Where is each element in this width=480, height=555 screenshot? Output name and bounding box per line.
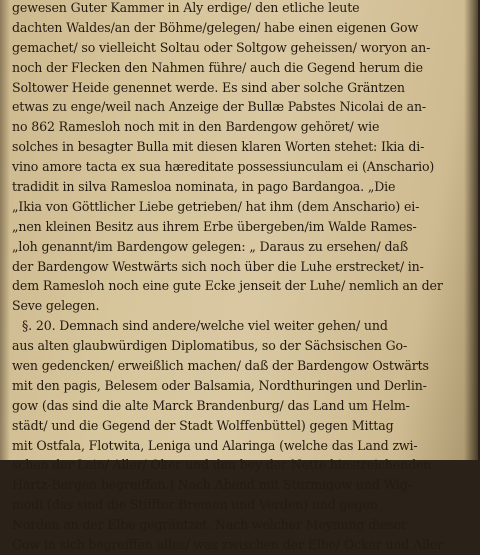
binding-shadow bbox=[0, 0, 10, 460]
page-edge-shadow bbox=[464, 0, 478, 460]
paragraph-heading-line: §. 20. Demnach sind andere/welche viel weiter gehen/ und bbox=[22, 318, 388, 334]
text-line: mit den pagis, Belesem oder Balsamia, Nordthuringen und Derlin- bbox=[12, 377, 427, 393]
text-line: etwas zu enge/weil nach Anzeige der Bullæ Pabstes Nicolai de an- bbox=[12, 99, 427, 115]
text-line: „Ikia von Göttlicher Liebe getrieben/ hat ihm (dem Anschario) ei- bbox=[12, 198, 420, 214]
text-line: Gow in sich begreiffen alles/ was zwischen der Elbe/ Ocker und Aller bbox=[12, 537, 444, 553]
text-line: Norden an der Elbe gegräntzet. Nach welcher Meynung dieser bbox=[12, 517, 407, 533]
text-line: aus alten glaubwürdigen Diplomatibus, so der Sächsischen Go- bbox=[12, 338, 408, 354]
body-text bbox=[12, 0, 480, 555]
text-line: „nen kleinen Besitz aus ihrem Erbe übergeben/im Walde Rames- bbox=[12, 218, 417, 234]
text-line: der Bardengow Westwärts sich noch über die Luhe erstrecket/ in- bbox=[12, 258, 424, 274]
text-line: tradidit in silva Ramesloa nominata, in pago Bardangoa. „Die bbox=[12, 179, 396, 195]
text-line: no 862 Ramesloh noch mit in den Bardengow gehöret/ wie bbox=[12, 119, 380, 135]
text-line: „loh genannt/im Bardengow gelegen: „ Daraus zu ersehen/ daß bbox=[12, 238, 409, 254]
text-line: mit Ostfala, Flotwita, Leniga und Alaringa (welche das Land zwi- bbox=[12, 437, 418, 453]
text-line: vino amore tacta ex sua hæreditate possessiunculam ei (Anschario) bbox=[12, 159, 435, 175]
text-line: gemachet/ so vielleicht Soltau oder Soltgow geheissen/ woryon an- bbox=[12, 39, 431, 55]
text-line: wen gedencken/ erweißlich machen/ daß der Bardengow Ostwärts bbox=[12, 358, 429, 374]
text-line: dachten Waldes/an der Böhme/gelegen/ habe einen eigenen Gow bbox=[12, 19, 419, 35]
text-line: Hartz-Bergen begreiffen.) Nach Abend mit Sturmigow und Wig- bbox=[12, 477, 412, 493]
text-line: noch der Flecken den Nahmen führe/ auch die Gegend herum die bbox=[12, 59, 423, 75]
text-line: städt/ und die Gegend der Stadt Wolffenbüttel) gegen Mittag bbox=[12, 417, 394, 433]
text-line: solches in besagter Bulla mit diesen klaren Worten stehet: Ikia di- bbox=[12, 139, 425, 155]
text-line: gewesen Guter Kammer in Aly erdige/ den etliche leute bbox=[12, 0, 360, 15]
text-line: gow (das sind die alte Marck Brandenburg/ das Land um Helm- bbox=[12, 397, 410, 413]
text-line: Seve gelegen. bbox=[12, 298, 100, 314]
text-line: modi (das sind die Stiffter Bremen und Verden) und gegen bbox=[12, 497, 378, 513]
text-line: dem Ramesloh noch eine gute Ecke jenseit der Luhe/ nemlich an der bbox=[12, 278, 443, 294]
text-line: schen der Lein/ Aller/ Oker und den bey der Nette hinstreichenden bbox=[12, 457, 432, 473]
text-line: Soltower Heide genennet werde. Es sind aber solche Gräntzen bbox=[12, 79, 405, 95]
